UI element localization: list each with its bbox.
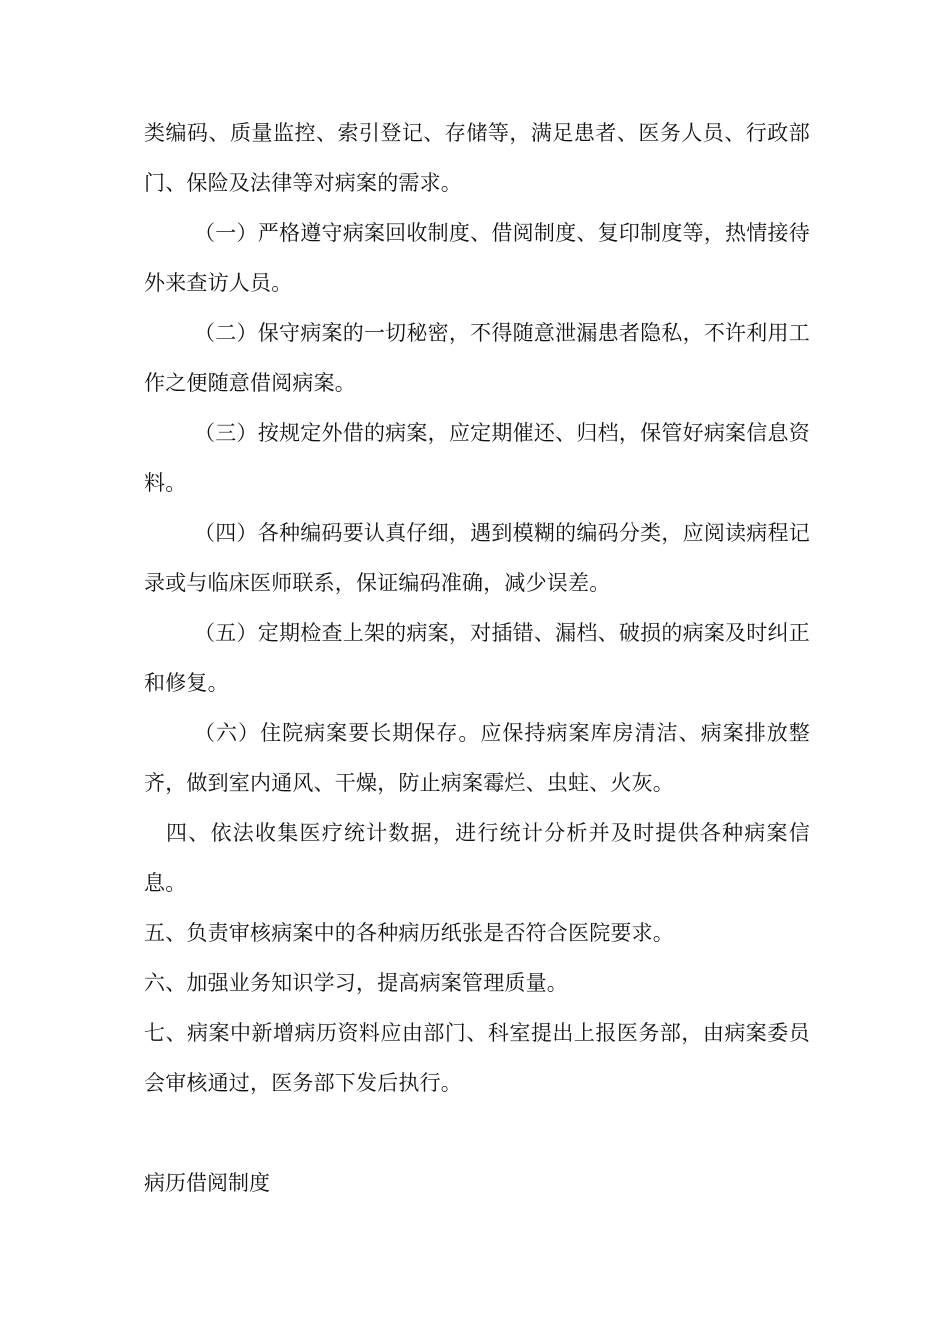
- paragraph-item-2: （二）保守病案的一切秘密，不得随意泄漏患者隐私，不许利用工作之便随意借阅病案。: [144, 321, 810, 395]
- paragraph-item-6: （六）住院病案要长期保存。应保持病案库房清洁、病案排放整齐，做到室内通风、干燥，防止病案霉烂、虫蛀、火灰。: [144, 721, 810, 795]
- paragraph-section-7: 七、病案中新增病历资料应由部门、科室提出上报医务部，由病案委员会审核通过，医务部下发后执行。: [144, 1021, 810, 1095]
- paragraph-section-5: 五、负责审核病案中的各种病历纸张是否符合医院要求。: [144, 921, 674, 945]
- section-title: 病历借阅制度: [144, 1171, 270, 1195]
- paragraph-item-1: （一）严格遵守病案回收制度、借阅制度、复印制度等，热情接待外来查访人员。: [144, 221, 810, 295]
- paragraph-section-4: 四、依法收集医疗统计数据，进行统计分析并及时提供各种病案信息。: [144, 821, 810, 895]
- paragraph-item-3: （三）按规定外借的病案，应定期催还、归档，保管好病案信息资料。: [144, 421, 810, 495]
- paragraph-section-6: 六、加强业务知识学习，提高病案管理质量。: [144, 971, 568, 995]
- paragraph-item-5: （五）定期检查上架的病案，对插错、漏档、破损的病案及时纠正和修复。: [144, 621, 810, 695]
- document-body: [144, 108, 810, 1208]
- paragraph-continuation: 类编码、质量监控、索引登记、存储等，满足患者、医务人员、行政部门、保险及法律等对病案的需求。: [144, 121, 810, 195]
- paragraph-item-4: （四）各种编码要认真仔细，遇到模糊的编码分类，应阅读病程记录或与临床医师联系，保证编码准确，减少误差。: [144, 521, 810, 595]
